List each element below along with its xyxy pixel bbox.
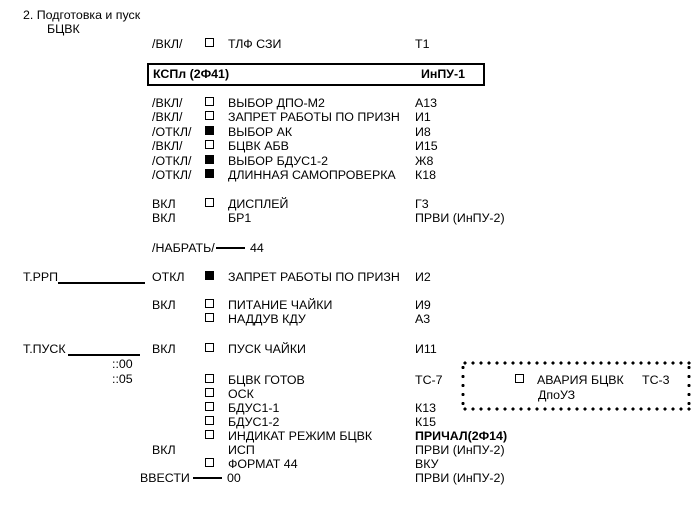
checkbox-icon: [205, 169, 214, 178]
procedure-step: [0, 197, 700, 211]
command-label: /НАБРАТЬ/: [152, 241, 215, 255]
checkbox-icon: [205, 402, 214, 411]
signal-code: ТС-7: [415, 373, 443, 387]
checkbox-icon: [205, 38, 214, 47]
time-mark: ::05: [112, 372, 133, 386]
signal-code: И1: [415, 110, 431, 124]
procedure-step-dial: [0, 241, 700, 255]
checkbox-icon: [205, 299, 214, 308]
step-label: ОСК: [228, 387, 254, 401]
signal-code: ПРИЧАЛ(2Ф14): [415, 429, 508, 443]
dash-line: [216, 247, 245, 249]
step-label: ТЛФ СЗИ: [228, 37, 282, 51]
step-label: ВЫБОР АК: [228, 125, 293, 139]
checkbox-icon: [205, 111, 214, 120]
procedure-step: [0, 168, 700, 182]
checkbox-icon: [205, 271, 214, 280]
signal-code: А3: [415, 312, 431, 326]
alarm-sub-label: ДпоУЗ: [538, 388, 576, 402]
dial-value: 44: [250, 241, 264, 255]
checkbox-icon: [205, 198, 214, 207]
margin-label-tpusk: Т.ПУСК: [23, 342, 66, 356]
command-label: /ОТКЛ/: [152, 168, 192, 182]
procedure-step: [0, 270, 700, 284]
command-label: ВКЛ: [152, 443, 176, 457]
signal-code: Г3: [415, 197, 429, 211]
alarm-dotted-box: [461, 361, 691, 411]
checkbox-icon: [205, 140, 214, 149]
step-label: НАДДУВ КДУ: [228, 312, 306, 326]
time-mark: ::00: [112, 357, 133, 371]
dotted-border-left: [461, 363, 465, 409]
procedure-step: [0, 139, 700, 153]
enter-value: 00: [227, 471, 241, 485]
procedure-step: [0, 298, 700, 312]
signal-code: И15: [415, 139, 438, 153]
signal-code: ПРВИ (ИнПУ-2): [415, 443, 505, 457]
margin-label-trrp: Т.РРП: [23, 270, 59, 284]
checkbox-icon: [515, 374, 524, 383]
procedure-step-enter: [0, 471, 700, 485]
checkbox-icon: [205, 97, 214, 106]
procedure-step: [0, 211, 700, 225]
alarm-label: АВАРИЯ БЦВК: [537, 373, 624, 387]
step-label: БДУС1-2: [228, 415, 280, 429]
command-label: /ВКЛ/: [152, 110, 183, 124]
checkbox-icon: [205, 458, 214, 467]
dash-line: [193, 477, 222, 479]
command-label: /ОТКЛ/: [152, 154, 192, 168]
command-label: ОТКЛ: [152, 270, 185, 284]
command-label: ВВЕСТИ: [140, 471, 190, 485]
procedure-step: [0, 96, 700, 110]
signal-code: И9: [415, 298, 431, 312]
signal-code: К18: [415, 168, 436, 182]
step-label: ПУСК ЧАЙКИ: [228, 342, 306, 356]
dotted-border-bottom: [461, 407, 691, 411]
checkbox-icon: [205, 126, 214, 135]
step-label: БДУС1-1: [228, 401, 280, 415]
procedure-step: [0, 429, 700, 443]
alarm-code: ТС-3: [642, 373, 670, 387]
step-label: ИНДИКАТ РЕЖИМ БЦВК: [228, 429, 373, 443]
signal-code: И8: [415, 125, 431, 139]
procedure-step: [0, 457, 700, 471]
checkbox-icon: [205, 155, 214, 164]
procedure-step: [0, 154, 700, 168]
procedure-step: [0, 415, 700, 429]
command-label: ВКЛ: [152, 197, 176, 211]
step-label: БЦВК АБВ: [228, 139, 289, 153]
procedure-step: [0, 37, 700, 51]
signal-code: К13: [415, 401, 436, 415]
procedure-step: [0, 110, 700, 124]
section-title-line1: 2. Подготовка и пуск: [23, 8, 141, 22]
step-label: ВЫБОР ДПО-М2: [228, 96, 325, 110]
step-label: ВЫБОР БДУС1-2: [228, 154, 328, 168]
checkbox-icon: [205, 388, 214, 397]
signal-code: Ж8: [415, 154, 434, 168]
step-label: ЗАПРЕТ РАБОТЫ ПО ПРИЗН: [228, 110, 400, 124]
command-label: ВКЛ: [152, 342, 176, 356]
command-label: /ВКЛ/: [152, 96, 183, 110]
command-label: /ВКЛ/: [152, 37, 183, 51]
procedure-step: [0, 342, 700, 356]
checkbox-icon: [205, 416, 214, 425]
signal-code: ПРВИ (ИнПУ-2): [415, 211, 505, 225]
signal-code: ПРВИ (ИнПУ-2): [415, 471, 505, 485]
command-label: ВКЛ: [152, 298, 176, 312]
step-label: БР1: [228, 211, 252, 225]
step-label: БЦВК ГОТОВ: [228, 373, 305, 387]
signal-code: И2: [415, 270, 431, 284]
signal-code: А13: [415, 96, 438, 110]
command-label: ВКЛ: [152, 211, 176, 225]
command-label: /ОТКЛ/: [152, 125, 192, 139]
step-label: ИСП: [228, 443, 255, 457]
section-title-line2: БЦВК: [47, 22, 80, 36]
procedure-step: [0, 443, 700, 457]
kspl-inpu-banner: [147, 63, 485, 86]
inpu-label: ИнПУ-1: [421, 67, 466, 81]
dotted-border-top: [461, 361, 691, 365]
signal-code: К15: [415, 415, 436, 429]
checkbox-icon: [205, 313, 214, 322]
command-label: /ВКЛ/: [152, 139, 183, 153]
checkbox-icon: [205, 430, 214, 439]
step-label: ЗАПРЕТ РАБОТЫ ПО ПРИЗН: [228, 270, 400, 284]
step-label: ДЛИННАЯ САМОПРОВЕРКА: [228, 168, 396, 182]
step-label: ДИСПЛЕЙ: [228, 197, 289, 211]
procedure-step: [0, 125, 700, 139]
signal-code: Т1: [415, 37, 430, 51]
signal-code: ВКУ: [415, 457, 439, 471]
step-label: ПИТАНИЕ ЧАЙКИ: [228, 298, 333, 312]
dotted-border-right: [687, 363, 691, 409]
kspl-label: КСПл (2Ф41): [153, 67, 230, 81]
checkbox-icon: [205, 374, 214, 383]
checkbox-icon: [205, 343, 214, 352]
step-label: ФОРМАТ 44: [228, 457, 298, 471]
procedure-step: [0, 312, 700, 326]
signal-code: И11: [415, 342, 437, 356]
